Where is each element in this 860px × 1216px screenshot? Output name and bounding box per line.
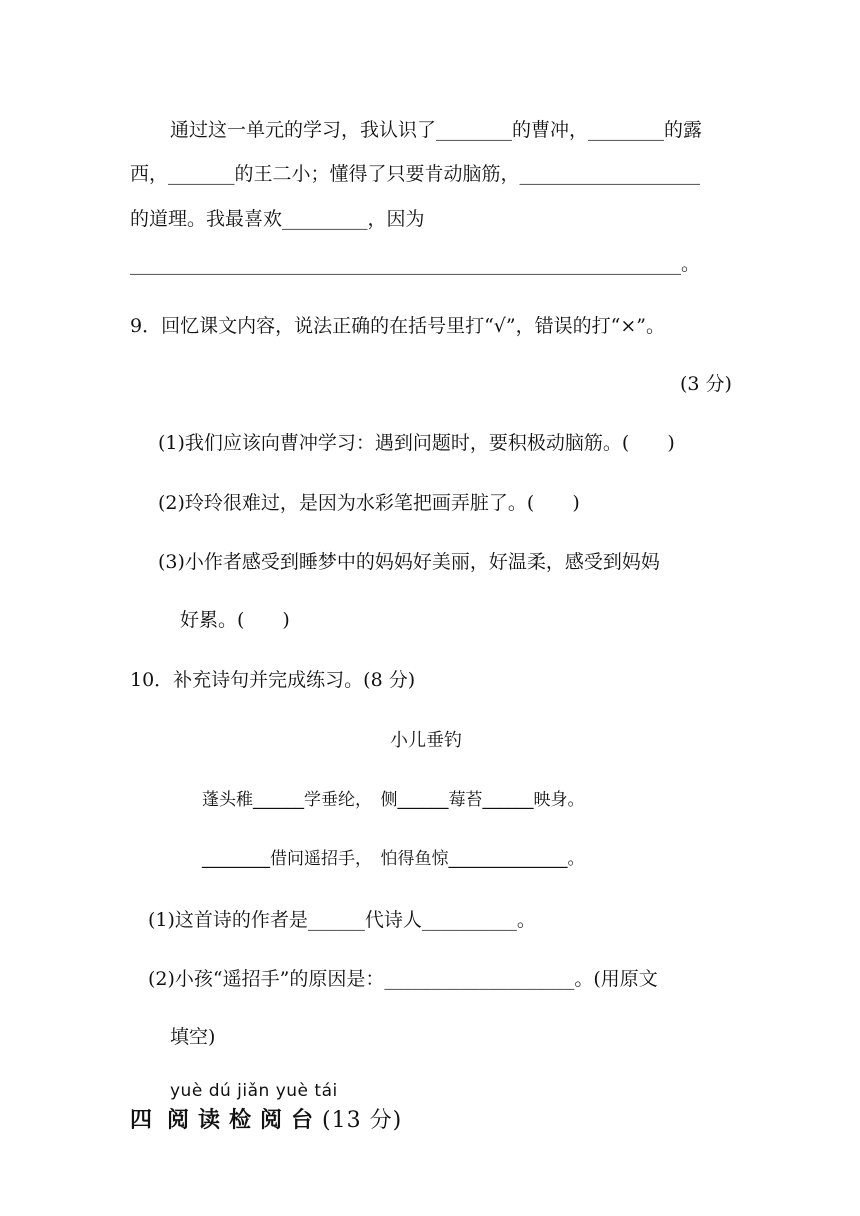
section-score: (13 分) [322, 1108, 403, 1133]
question-9-item-3: (3)小作者感受到睡梦中的妈妈好美丽，好温柔，感受到妈妈 [158, 551, 660, 573]
question-9-score: (3 分) [680, 373, 732, 395]
summary-line-3: 的道理。我最喜欢_________，因为 [130, 208, 425, 230]
poem-line-1: 蓬头稚______学垂纶， 侧______莓苔______映身。 [202, 790, 585, 810]
section-title: 阅读检阅台 [167, 1108, 323, 1133]
poem-title: 小儿垂钓 [390, 730, 462, 751]
question-10-sub-2-cont: 填空) [170, 1026, 216, 1048]
question-10-stem: 10．补充诗句并完成练习。(8 分) [130, 669, 416, 691]
poem-line-2: ________借问遥招手， 怕得鱼惊______________。 [202, 849, 585, 869]
section-number: 四 [130, 1108, 162, 1133]
question-9-item-3-cont: 好累。( ) [180, 609, 290, 631]
section-4-heading [130, 1103, 402, 1134]
summary-line-4: __________________________________________________________。 [130, 253, 701, 275]
question-9-item-1: (1)我们应该向曹冲学习：遇到问题时，要积极动脑筋。( ) [158, 432, 675, 454]
question-10-sub-1: (1)这首诗的作者是______代诗人__________。 [148, 909, 536, 931]
summary-line-1: 通过这一单元的学习，我认识了________的曹冲，________的露 [170, 119, 703, 141]
question-9-stem: 9．回忆课文内容，说法正确的在括号里打“√”，错误的打“×”。 [130, 315, 665, 337]
question-10-sub-2: (2)小孩“遥招手”的原因是：____________________。(用原文 [148, 968, 658, 990]
section-4-pinyin: yuè dú jiǎn yuè tái [170, 1081, 338, 1101]
question-9-item-2: (2)玲玲很难过，是因为水彩笔把画弄脏了。( ) [158, 492, 580, 514]
summary-line-2: 西，_______的王二小；懂得了只要肯动脑筋，___________________ [130, 163, 701, 185]
